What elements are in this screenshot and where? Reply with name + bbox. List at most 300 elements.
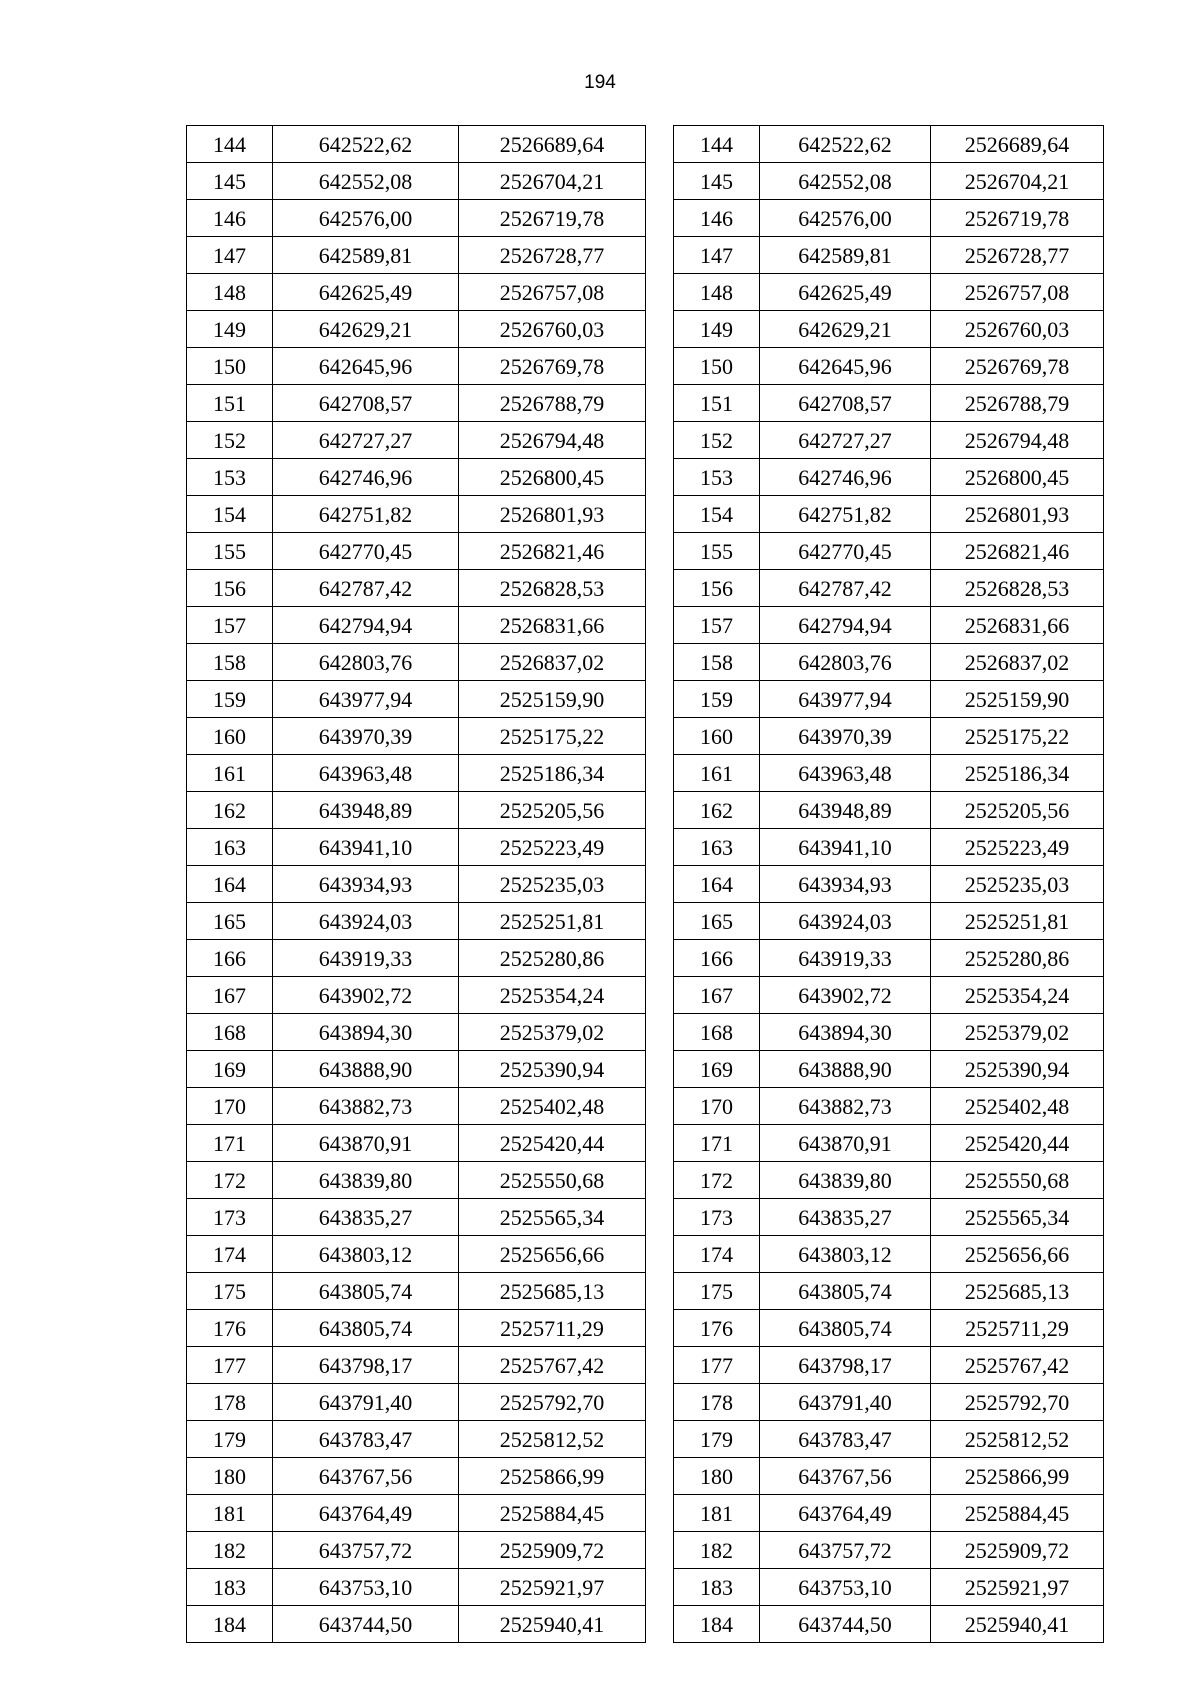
y-coordinate-cell: 2525792,70	[931, 1384, 1104, 1421]
table-row	[187, 718, 646, 755]
point-number-cell: 152	[674, 422, 760, 459]
point-number-cell: 166	[187, 940, 273, 977]
point-number-cell: 147	[674, 237, 760, 274]
point-number-cell: 159	[674, 681, 760, 718]
x-coordinate-cell: 643970,39	[760, 718, 931, 755]
table-row	[674, 385, 1104, 422]
table-row	[187, 1495, 646, 1532]
y-coordinate-cell: 2526828,53	[931, 570, 1104, 607]
table-row	[674, 1421, 1104, 1458]
y-coordinate-cell: 2526719,78	[459, 200, 646, 237]
point-number-cell: 144	[187, 126, 273, 163]
x-coordinate-cell: 643791,40	[273, 1384, 459, 1421]
table-row	[187, 163, 646, 200]
y-coordinate-cell: 2526719,78	[931, 200, 1104, 237]
table-row	[674, 1014, 1104, 1051]
table-row	[187, 829, 646, 866]
y-coordinate-cell: 2525866,99	[459, 1458, 646, 1495]
point-number-cell: 157	[187, 607, 273, 644]
table-row	[187, 533, 646, 570]
x-coordinate-cell: 643835,27	[760, 1199, 931, 1236]
y-coordinate-cell: 2526689,64	[459, 126, 646, 163]
table-row	[674, 644, 1104, 681]
y-coordinate-cell: 2525884,45	[931, 1495, 1104, 1532]
point-number-cell: 168	[674, 1014, 760, 1051]
x-coordinate-cell: 642629,21	[760, 311, 931, 348]
point-number-cell: 150	[674, 348, 760, 385]
y-coordinate-cell: 2525909,72	[459, 1532, 646, 1569]
y-coordinate-cell: 2526837,02	[931, 644, 1104, 681]
x-coordinate-cell: 642589,81	[760, 237, 931, 274]
table-row	[674, 866, 1104, 903]
point-number-cell: 183	[187, 1569, 273, 1606]
table-row	[674, 126, 1104, 163]
point-number-cell: 178	[187, 1384, 273, 1421]
table-row	[187, 1310, 646, 1347]
y-coordinate-cell: 2525354,24	[931, 977, 1104, 1014]
point-number-cell: 153	[674, 459, 760, 496]
table-row	[187, 459, 646, 496]
table-row	[187, 940, 646, 977]
point-number-cell: 155	[187, 533, 273, 570]
table-row	[187, 1162, 646, 1199]
point-number-cell: 153	[187, 459, 273, 496]
y-coordinate-cell: 2526728,77	[931, 237, 1104, 274]
table-row	[187, 1458, 646, 1495]
table-row	[674, 533, 1104, 570]
point-number-cell: 154	[187, 496, 273, 533]
point-number-cell: 146	[674, 200, 760, 237]
table-row	[187, 1051, 646, 1088]
point-number-cell: 156	[187, 570, 273, 607]
x-coordinate-cell: 643744,50	[760, 1606, 931, 1643]
point-number-cell: 172	[674, 1162, 760, 1199]
point-number-cell: 165	[674, 903, 760, 940]
table-row	[674, 607, 1104, 644]
point-number-cell: 180	[674, 1458, 760, 1495]
page-number: 194	[584, 72, 616, 93]
point-number-cell: 165	[187, 903, 273, 940]
point-number-cell: 174	[187, 1236, 273, 1273]
x-coordinate-cell: 643902,72	[760, 977, 931, 1014]
y-coordinate-cell: 2526821,46	[459, 533, 646, 570]
y-coordinate-cell: 2525792,70	[459, 1384, 646, 1421]
y-coordinate-cell: 2525379,02	[931, 1014, 1104, 1051]
table-row	[674, 1495, 1104, 1532]
point-number-cell: 162	[187, 792, 273, 829]
x-coordinate-cell: 643882,73	[760, 1088, 931, 1125]
x-coordinate-cell: 643835,27	[273, 1199, 459, 1236]
y-coordinate-cell: 2526769,78	[459, 348, 646, 385]
table-row	[187, 1199, 646, 1236]
table-row	[674, 274, 1104, 311]
y-coordinate-cell: 2526801,93	[459, 496, 646, 533]
point-number-cell: 182	[187, 1532, 273, 1569]
y-coordinate-cell: 2526794,48	[459, 422, 646, 459]
point-number-cell: 179	[674, 1421, 760, 1458]
x-coordinate-cell: 643924,03	[760, 903, 931, 940]
point-number-cell: 176	[187, 1310, 273, 1347]
x-coordinate-cell: 642727,27	[760, 422, 931, 459]
y-coordinate-cell: 2525656,66	[931, 1236, 1104, 1273]
x-coordinate-cell: 642770,45	[273, 533, 459, 570]
point-number-cell: 161	[674, 755, 760, 792]
table-row	[674, 459, 1104, 496]
point-number-cell: 164	[187, 866, 273, 903]
table-row	[674, 1125, 1104, 1162]
x-coordinate-cell: 643783,47	[760, 1421, 931, 1458]
y-coordinate-cell: 2525402,48	[931, 1088, 1104, 1125]
y-coordinate-cell: 2525175,22	[931, 718, 1104, 755]
y-coordinate-cell: 2525909,72	[931, 1532, 1104, 1569]
table-row	[674, 1088, 1104, 1125]
point-number-cell: 171	[674, 1125, 760, 1162]
table-row	[674, 1384, 1104, 1421]
table-row	[187, 903, 646, 940]
y-coordinate-cell: 2526769,78	[931, 348, 1104, 385]
y-coordinate-cell: 2525550,68	[459, 1162, 646, 1199]
y-coordinate-cell: 2525550,68	[931, 1162, 1104, 1199]
table-row	[674, 1606, 1104, 1643]
y-coordinate-cell: 2525565,34	[459, 1199, 646, 1236]
point-number-cell: 163	[187, 829, 273, 866]
table-row	[187, 977, 646, 1014]
table-row	[187, 1014, 646, 1051]
x-coordinate-cell: 642794,94	[760, 607, 931, 644]
point-number-cell: 163	[674, 829, 760, 866]
y-coordinate-cell: 2526831,66	[459, 607, 646, 644]
y-coordinate-cell: 2525390,94	[931, 1051, 1104, 1088]
x-coordinate-cell: 643764,49	[760, 1495, 931, 1532]
x-coordinate-cell: 642552,08	[273, 163, 459, 200]
x-coordinate-cell: 643919,33	[273, 940, 459, 977]
x-coordinate-cell: 643791,40	[760, 1384, 931, 1421]
y-coordinate-cell: 2525711,29	[459, 1310, 646, 1347]
x-coordinate-cell: 642727,27	[273, 422, 459, 459]
x-coordinate-cell: 642645,96	[760, 348, 931, 385]
point-number-cell: 160	[187, 718, 273, 755]
point-number-cell: 168	[187, 1014, 273, 1051]
table-row	[187, 422, 646, 459]
point-number-cell: 158	[674, 644, 760, 681]
table-row	[674, 570, 1104, 607]
x-coordinate-cell: 643767,56	[760, 1458, 931, 1495]
table-row	[674, 1569, 1104, 1606]
y-coordinate-cell: 2526757,08	[931, 274, 1104, 311]
x-coordinate-cell: 643767,56	[273, 1458, 459, 1495]
y-coordinate-cell: 2525685,13	[931, 1273, 1104, 1310]
table-row	[187, 348, 646, 385]
table-row	[674, 1347, 1104, 1384]
table-row	[187, 1569, 646, 1606]
x-coordinate-cell: 642576,00	[273, 200, 459, 237]
point-number-cell: 154	[674, 496, 760, 533]
x-coordinate-cell: 642751,82	[273, 496, 459, 533]
point-number-cell: 169	[187, 1051, 273, 1088]
y-coordinate-cell: 2526801,93	[931, 496, 1104, 533]
table-row	[187, 1088, 646, 1125]
table-row	[674, 903, 1104, 940]
y-coordinate-cell: 2525656,66	[459, 1236, 646, 1273]
y-coordinate-cell: 2525379,02	[459, 1014, 646, 1051]
x-coordinate-cell: 642803,76	[760, 644, 931, 681]
x-coordinate-cell: 642629,21	[273, 311, 459, 348]
point-number-cell: 161	[187, 755, 273, 792]
point-number-cell: 148	[674, 274, 760, 311]
x-coordinate-cell: 643894,30	[760, 1014, 931, 1051]
table-row	[674, 496, 1104, 533]
point-number-cell: 169	[674, 1051, 760, 1088]
point-number-cell: 173	[187, 1199, 273, 1236]
y-coordinate-cell: 2526704,21	[931, 163, 1104, 200]
x-coordinate-cell: 643894,30	[273, 1014, 459, 1051]
x-coordinate-cell: 642589,81	[273, 237, 459, 274]
x-coordinate-cell: 643963,48	[760, 755, 931, 792]
y-coordinate-cell: 2525280,86	[931, 940, 1104, 977]
table-row	[674, 1236, 1104, 1273]
point-number-cell: 184	[674, 1606, 760, 1643]
table-row	[187, 1347, 646, 1384]
point-number-cell: 171	[187, 1125, 273, 1162]
x-coordinate-cell: 643941,10	[273, 829, 459, 866]
coordinates-table-right	[673, 125, 1104, 1643]
point-number-cell: 184	[187, 1606, 273, 1643]
point-number-cell: 175	[187, 1273, 273, 1310]
y-coordinate-cell: 2526837,02	[459, 644, 646, 681]
y-coordinate-cell: 2526800,45	[459, 459, 646, 496]
y-coordinate-cell: 2526800,45	[931, 459, 1104, 496]
point-number-cell: 176	[674, 1310, 760, 1347]
y-coordinate-cell: 2525940,41	[459, 1606, 646, 1643]
point-number-cell: 149	[674, 311, 760, 348]
table-row	[674, 681, 1104, 718]
point-number-cell: 178	[674, 1384, 760, 1421]
point-number-cell: 157	[674, 607, 760, 644]
y-coordinate-cell: 2526760,03	[459, 311, 646, 348]
y-coordinate-cell: 2525223,49	[931, 829, 1104, 866]
x-coordinate-cell: 642625,49	[273, 274, 459, 311]
x-coordinate-cell: 642708,57	[273, 385, 459, 422]
x-coordinate-cell: 643902,72	[273, 977, 459, 1014]
table-row	[187, 792, 646, 829]
x-coordinate-cell: 643783,47	[273, 1421, 459, 1458]
y-coordinate-cell: 2526704,21	[459, 163, 646, 200]
y-coordinate-cell: 2525235,03	[931, 866, 1104, 903]
x-coordinate-cell: 643941,10	[760, 829, 931, 866]
point-number-cell: 180	[187, 1458, 273, 1495]
point-number-cell: 166	[674, 940, 760, 977]
table-row	[187, 1606, 646, 1643]
y-coordinate-cell: 2525186,34	[459, 755, 646, 792]
x-coordinate-cell: 643805,74	[760, 1273, 931, 1310]
table-row	[674, 1310, 1104, 1347]
point-number-cell: 158	[187, 644, 273, 681]
point-number-cell: 175	[674, 1273, 760, 1310]
x-coordinate-cell: 643870,91	[760, 1125, 931, 1162]
x-coordinate-cell: 643888,90	[273, 1051, 459, 1088]
x-coordinate-cell: 642625,49	[760, 274, 931, 311]
point-number-cell: 144	[674, 126, 760, 163]
x-coordinate-cell: 643977,94	[760, 681, 931, 718]
x-coordinate-cell: 643803,12	[273, 1236, 459, 1273]
table-row	[674, 348, 1104, 385]
table-row	[674, 718, 1104, 755]
y-coordinate-cell: 2525420,44	[931, 1125, 1104, 1162]
point-number-cell: 174	[674, 1236, 760, 1273]
x-coordinate-cell: 642522,62	[760, 126, 931, 163]
x-coordinate-cell: 642751,82	[760, 496, 931, 533]
point-number-cell: 164	[674, 866, 760, 903]
point-number-cell: 173	[674, 1199, 760, 1236]
x-coordinate-cell: 643753,10	[760, 1569, 931, 1606]
table-row	[187, 866, 646, 903]
y-coordinate-cell: 2525812,52	[931, 1421, 1104, 1458]
table-row	[187, 1532, 646, 1569]
table-row	[674, 1162, 1104, 1199]
point-number-cell: 151	[187, 385, 273, 422]
table-row	[187, 681, 646, 718]
x-coordinate-cell: 643744,50	[273, 1606, 459, 1643]
table-row	[674, 200, 1104, 237]
table-row	[187, 311, 646, 348]
y-coordinate-cell: 2526788,79	[931, 385, 1104, 422]
y-coordinate-cell: 2526757,08	[459, 274, 646, 311]
table-row	[187, 1384, 646, 1421]
table-row	[187, 200, 646, 237]
point-number-cell: 151	[674, 385, 760, 422]
point-number-cell: 179	[187, 1421, 273, 1458]
y-coordinate-cell: 2525251,81	[459, 903, 646, 940]
y-coordinate-cell: 2525921,97	[931, 1569, 1104, 1606]
y-coordinate-cell: 2526760,03	[931, 311, 1104, 348]
point-number-cell: 159	[187, 681, 273, 718]
table-row	[674, 1532, 1104, 1569]
table-row	[187, 1125, 646, 1162]
y-coordinate-cell: 2525921,97	[459, 1569, 646, 1606]
x-coordinate-cell: 642708,57	[760, 385, 931, 422]
y-coordinate-cell: 2525159,90	[459, 681, 646, 718]
x-coordinate-cell: 643839,80	[273, 1162, 459, 1199]
y-coordinate-cell: 2525159,90	[931, 681, 1104, 718]
y-coordinate-cell: 2525565,34	[931, 1199, 1104, 1236]
table-row	[674, 1273, 1104, 1310]
x-coordinate-cell: 642803,76	[273, 644, 459, 681]
table-row	[187, 237, 646, 274]
x-coordinate-cell: 643803,12	[760, 1236, 931, 1273]
table-row	[187, 607, 646, 644]
x-coordinate-cell: 643839,80	[760, 1162, 931, 1199]
point-number-cell: 150	[187, 348, 273, 385]
y-coordinate-cell: 2525767,42	[459, 1347, 646, 1384]
table-row	[674, 977, 1104, 1014]
x-coordinate-cell: 643757,72	[273, 1532, 459, 1569]
point-number-cell: 172	[187, 1162, 273, 1199]
x-coordinate-cell: 643870,91	[273, 1125, 459, 1162]
table-row	[674, 237, 1104, 274]
table-row	[674, 1051, 1104, 1088]
y-coordinate-cell: 2526831,66	[931, 607, 1104, 644]
table-row	[674, 829, 1104, 866]
x-coordinate-cell: 643764,49	[273, 1495, 459, 1532]
x-coordinate-cell: 642787,42	[760, 570, 931, 607]
x-coordinate-cell: 643924,03	[273, 903, 459, 940]
table-row	[187, 1273, 646, 1310]
x-coordinate-cell: 642645,96	[273, 348, 459, 385]
x-coordinate-cell: 643919,33	[760, 940, 931, 977]
x-coordinate-cell: 643757,72	[760, 1532, 931, 1569]
y-coordinate-cell: 2525175,22	[459, 718, 646, 755]
x-coordinate-cell: 643798,17	[760, 1347, 931, 1384]
y-coordinate-cell: 2526828,53	[459, 570, 646, 607]
point-number-cell: 149	[187, 311, 273, 348]
table-row	[674, 792, 1104, 829]
coordinates-table-left-body	[187, 126, 646, 1643]
table-row	[187, 1421, 646, 1458]
x-coordinate-cell: 643977,94	[273, 681, 459, 718]
y-coordinate-cell: 2525812,52	[459, 1421, 646, 1458]
table-row	[674, 1199, 1104, 1236]
table-row	[674, 755, 1104, 792]
point-number-cell: 181	[674, 1495, 760, 1532]
x-coordinate-cell: 643963,48	[273, 755, 459, 792]
x-coordinate-cell: 642746,96	[760, 459, 931, 496]
y-coordinate-cell: 2525767,42	[931, 1347, 1104, 1384]
y-coordinate-cell: 2525685,13	[459, 1273, 646, 1310]
y-coordinate-cell: 2525354,24	[459, 977, 646, 1014]
coordinates-table-left	[186, 125, 646, 1643]
y-coordinate-cell: 2526788,79	[459, 385, 646, 422]
point-number-cell: 170	[187, 1088, 273, 1125]
point-number-cell: 155	[674, 533, 760, 570]
point-number-cell: 147	[187, 237, 273, 274]
y-coordinate-cell: 2526689,64	[931, 126, 1104, 163]
y-coordinate-cell: 2525866,99	[931, 1458, 1104, 1495]
table-row	[187, 126, 646, 163]
point-number-cell: 170	[674, 1088, 760, 1125]
y-coordinate-cell: 2526821,46	[931, 533, 1104, 570]
table-row	[187, 755, 646, 792]
y-coordinate-cell: 2525280,86	[459, 940, 646, 977]
x-coordinate-cell: 642794,94	[273, 607, 459, 644]
table-row	[674, 940, 1104, 977]
y-coordinate-cell: 2525420,44	[459, 1125, 646, 1162]
x-coordinate-cell: 643948,89	[273, 792, 459, 829]
table-row	[674, 311, 1104, 348]
point-number-cell: 162	[674, 792, 760, 829]
x-coordinate-cell: 642552,08	[760, 163, 931, 200]
point-number-cell: 152	[187, 422, 273, 459]
table-row	[187, 570, 646, 607]
table-row	[187, 385, 646, 422]
point-number-cell: 183	[674, 1569, 760, 1606]
y-coordinate-cell: 2525223,49	[459, 829, 646, 866]
x-coordinate-cell: 643798,17	[273, 1347, 459, 1384]
x-coordinate-cell: 643805,74	[760, 1310, 931, 1347]
table-row	[674, 422, 1104, 459]
x-coordinate-cell: 643888,90	[760, 1051, 931, 1088]
table-row	[187, 496, 646, 533]
y-coordinate-cell: 2526794,48	[931, 422, 1104, 459]
y-coordinate-cell: 2526728,77	[459, 237, 646, 274]
y-coordinate-cell: 2525402,48	[459, 1088, 646, 1125]
y-coordinate-cell: 2525186,34	[931, 755, 1104, 792]
coordinates-table-right-body	[674, 126, 1104, 1643]
table-row	[187, 644, 646, 681]
x-coordinate-cell: 643970,39	[273, 718, 459, 755]
x-coordinate-cell: 643934,93	[760, 866, 931, 903]
y-coordinate-cell: 2525251,81	[931, 903, 1104, 940]
point-number-cell: 146	[187, 200, 273, 237]
